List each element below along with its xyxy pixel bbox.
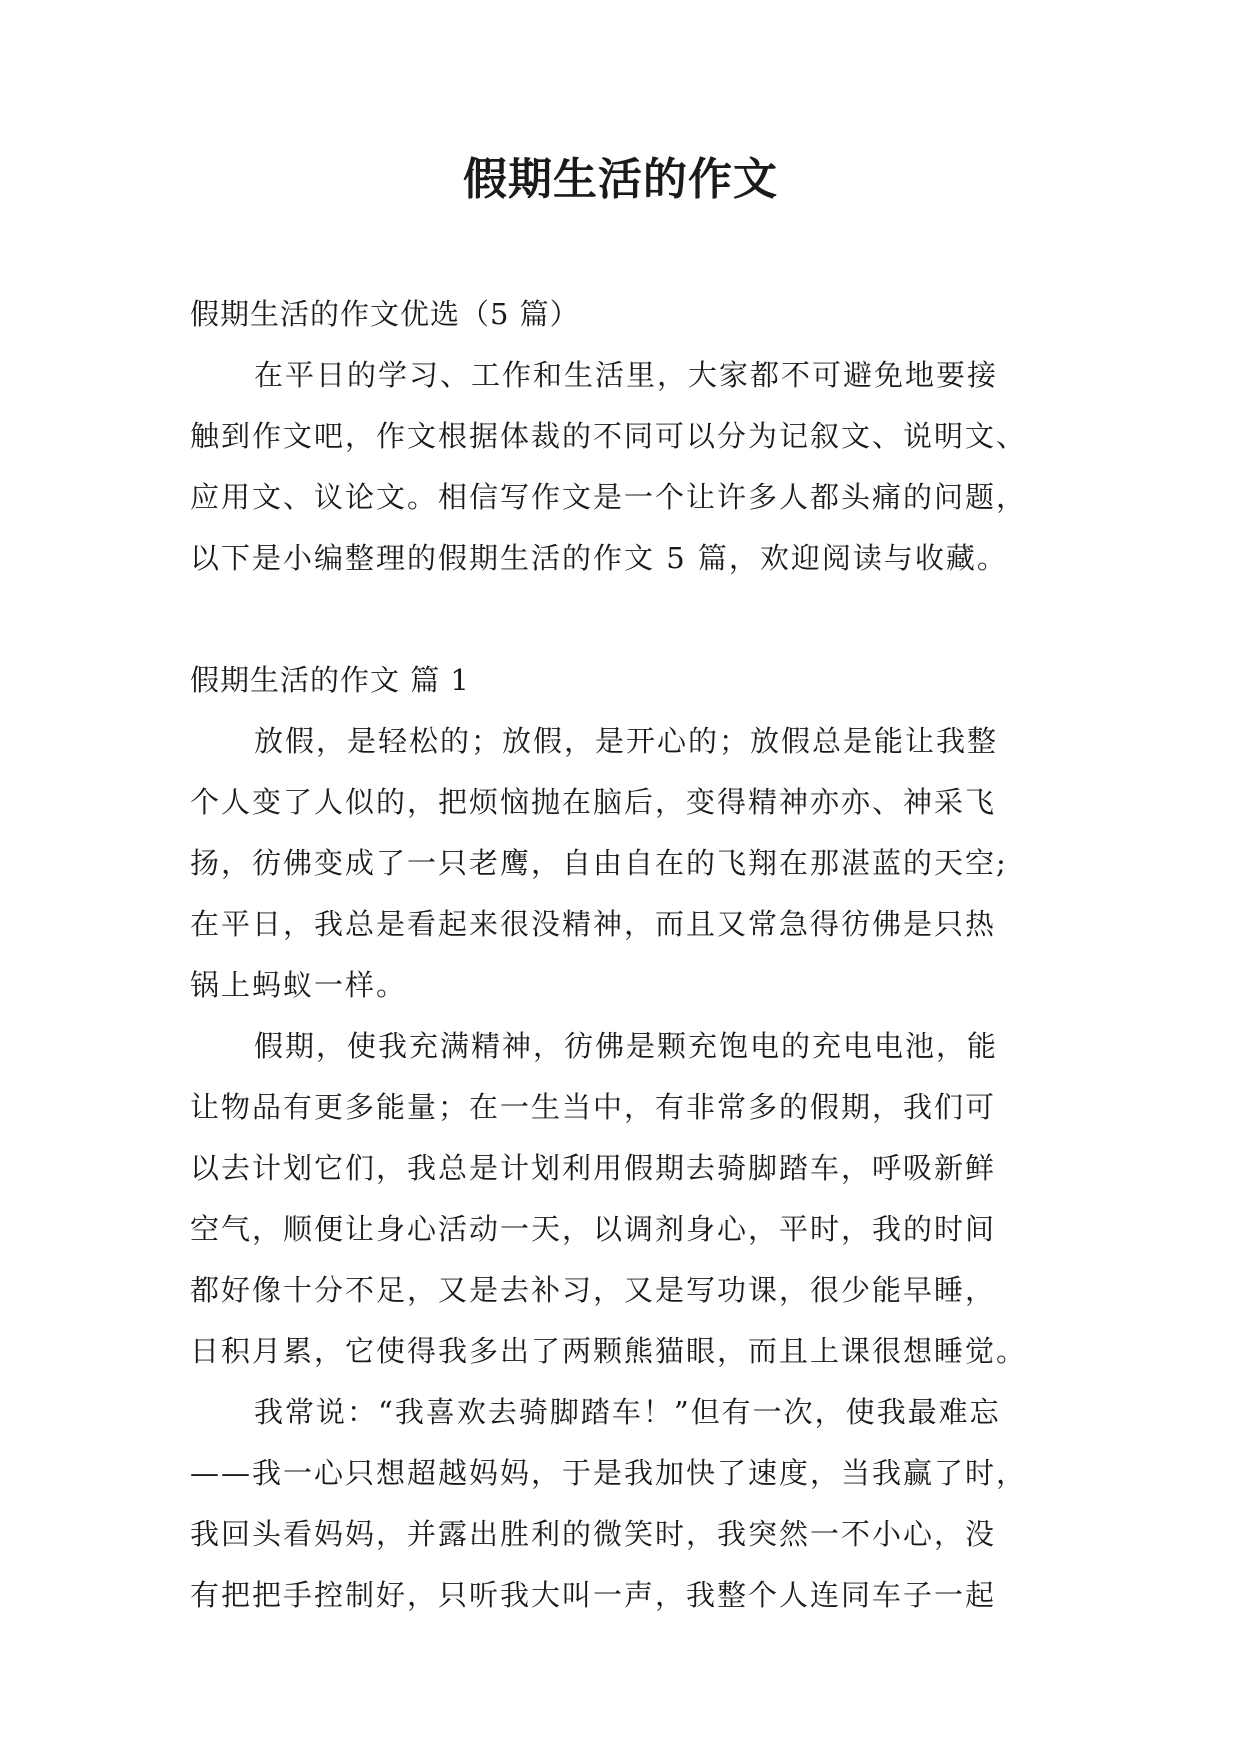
document-title: 假期生活的作文 (463, 154, 778, 205)
paragraph-line: 在平日，我总是看起来很没精神，而且又常急得彷佛是只热 (190, 907, 997, 941)
paragraph-line: 锅上蚂蚁一样。 (190, 968, 408, 1002)
paragraph-line: 应用文、议论文。相信写作文是一个让许多人都头痛的问题， (190, 480, 1028, 514)
paragraph-line: 以去计划它们，我总是计划利用假期去骑脚踏车，呼吸新鲜 (190, 1151, 997, 1185)
document-body (190, 284, 1050, 1626)
paragraph-line: 日积月累，它使得我多出了两颗熊猫眼，而且上课很想睡觉。 (190, 1334, 1028, 1368)
intro-paragraph (190, 345, 1050, 589)
paragraph-gap (190, 589, 1050, 650)
paragraph-line: 我回头看妈妈，并露出胜利的微笑时，我突然一不小心，没 (190, 1517, 997, 1551)
paragraph-line: 让物品有更多能量；在一生当中，有非常多的假期，我们可 (190, 1090, 997, 1124)
paragraph-line: 放假，是轻松的；放假，是开心的；放假总是能让我整 (254, 724, 999, 758)
paragraph-line: 我常说：“我喜欢去骑脚踏车！”但有一次，使我最难忘 (254, 1395, 1001, 1429)
section-heading: 假期生活的作文 篇 1 (190, 663, 470, 697)
paragraph-line: 假期，使我充满精神，彷佛是颗充饱电的充电电池，能 (254, 1029, 999, 1063)
paragraph-line: ——我一心只想超越妈妈，于是我加快了速度，当我赢了时， (190, 1456, 1028, 1490)
paragraph-line: 个人变了人似的，把烦恼抛在脑后，变得精神亦亦、神采飞 (190, 785, 997, 819)
paragraph-line: 在平日的学习、工作和生活里，大家都不可避免地要接 (254, 358, 999, 392)
paragraph-3 (190, 1382, 1050, 1626)
paragraph-line: 空气，顺便让身心活动一天，以调剂身心，平时，我的时间 (190, 1212, 997, 1246)
paragraph-line: 扬，彷佛变成了一只老鹰，自由自在的飞翔在那湛蓝的天空; (190, 846, 1008, 880)
paragraph-line: 有把把手控制好，只听我大叫一声，我整个人连同车子一起 (190, 1578, 997, 1612)
paragraph-line: 触到作文吧，作文根据体裁的不同可以分为记叙文、说明文、 (190, 419, 1028, 453)
paragraph-line: 以下是小编整理的假期生活的作文 5 篇，欢迎阅读与收藏。 (190, 541, 1008, 575)
paragraph-2 (190, 1016, 1050, 1382)
document-subtitle: 假期生活的作文优选（5 篇） (190, 297, 580, 331)
paragraph-1 (190, 711, 1050, 1016)
paragraph-line: 都好像十分不足，又是去补习，又是写功课，很少能早睡， (190, 1273, 997, 1307)
